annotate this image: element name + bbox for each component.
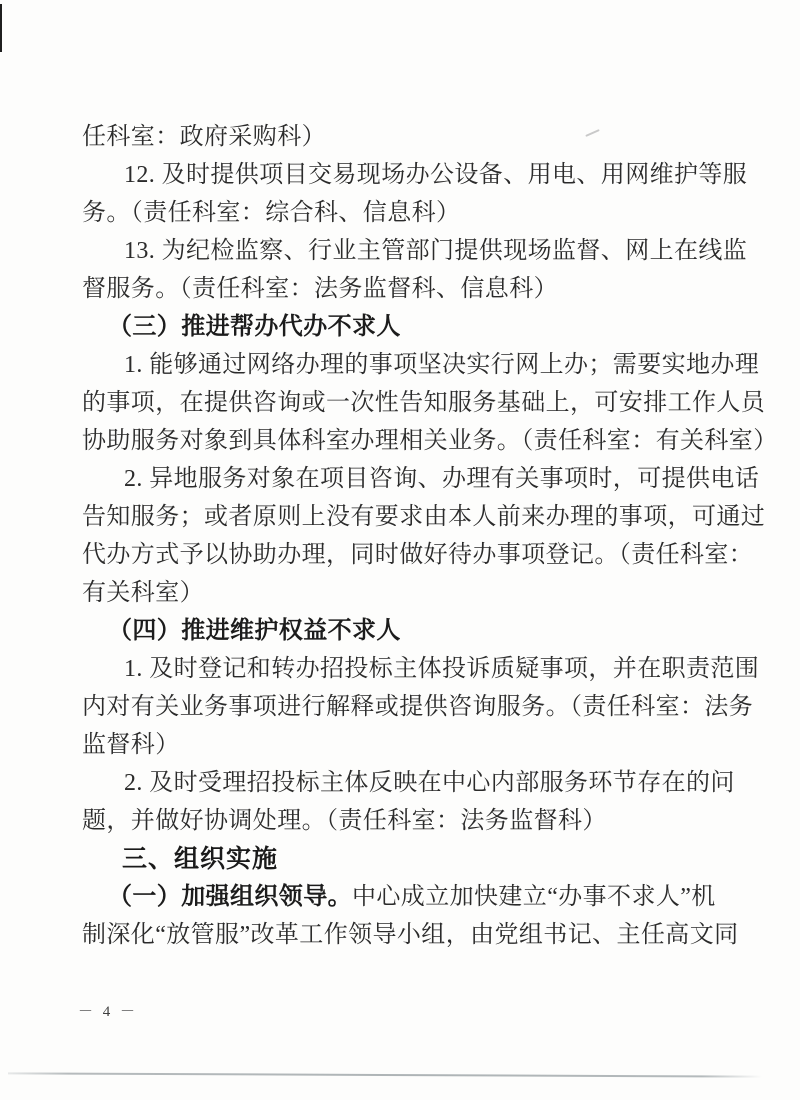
chapter-heading-organization: 三、组织实施 — [122, 845, 279, 873]
text-line: 监督科） — [82, 732, 180, 758]
text-line: 协助服务对象到具体科室办理相关业务。（责任科室：有关科室） — [82, 428, 778, 454]
text-line-numbered-item-2: 2. 及时受理招投标主体反映在中心内部服务环节存在的问 — [124, 770, 735, 796]
text-line-numbered-item-1: 1. 能够通过网络办理的事项坚决实行网上办；需要实地办理 — [124, 352, 760, 378]
scan-edge-artifact — [0, 4, 2, 52]
text-line-numbered-item-12: 12. 及时提供项目交易现场办公设备、用电、用网维护等服 — [124, 162, 748, 188]
text-line: 题，并做好协调处理。（责任科室：法务监督科） — [82, 808, 607, 834]
section-heading-3: （三）推进帮办代办不求人 — [108, 314, 401, 340]
text-line: 内对有关业务事项进行解释或提供咨询服务。（责任科室：法务 — [82, 694, 754, 720]
text-line: 务。（责任科室：综合科、信息科） — [82, 200, 461, 226]
text-line-numbered-item-13: 13. 为纪检监察、行业主管部门提供现场监督、网上在线监 — [124, 238, 748, 264]
document-body — [82, 118, 778, 954]
text-line-mixed-heading — [82, 878, 742, 916]
text-line: 的事项，在提供咨询或一次性告知服务基础上，可安排工作人员 — [82, 390, 766, 416]
page-number: － 4 － — [78, 1004, 139, 1020]
text-line: 告知服务；或者原则上没有要求由本人前来办理的事项，可通过 — [82, 504, 766, 530]
subsection-heading-lead: （一）加强组织领导。 — [108, 884, 352, 910]
text-line-numbered-item-2: 2. 异地服务对象在项目咨询、办理有关事项时，可提供电话 — [124, 466, 760, 492]
text-line: 督服务。（责任科室：法务监督科、信息科） — [82, 276, 558, 302]
text-line-numbered-item-1: 1. 及时登记和转办招投标主体投诉质疑事项，并在职责范围 — [124, 656, 760, 682]
scan-line-artifact — [8, 1072, 762, 1077]
text-line: 有关科室） — [82, 580, 204, 606]
text-line: 任科室：政府采购科） — [82, 124, 326, 150]
text-line: 代办方式予以协助办理，同时做好待办事项登记。（责任科室： — [82, 542, 754, 568]
section-heading-4: （四）推进维护权益不求人 — [108, 618, 401, 644]
text-line: 制深化“放管服”改革工作领导小组，由党组书记、主任高文同 — [82, 922, 739, 948]
body-text-run: 中心成立加快建立“办事不求人”机 — [352, 884, 716, 910]
